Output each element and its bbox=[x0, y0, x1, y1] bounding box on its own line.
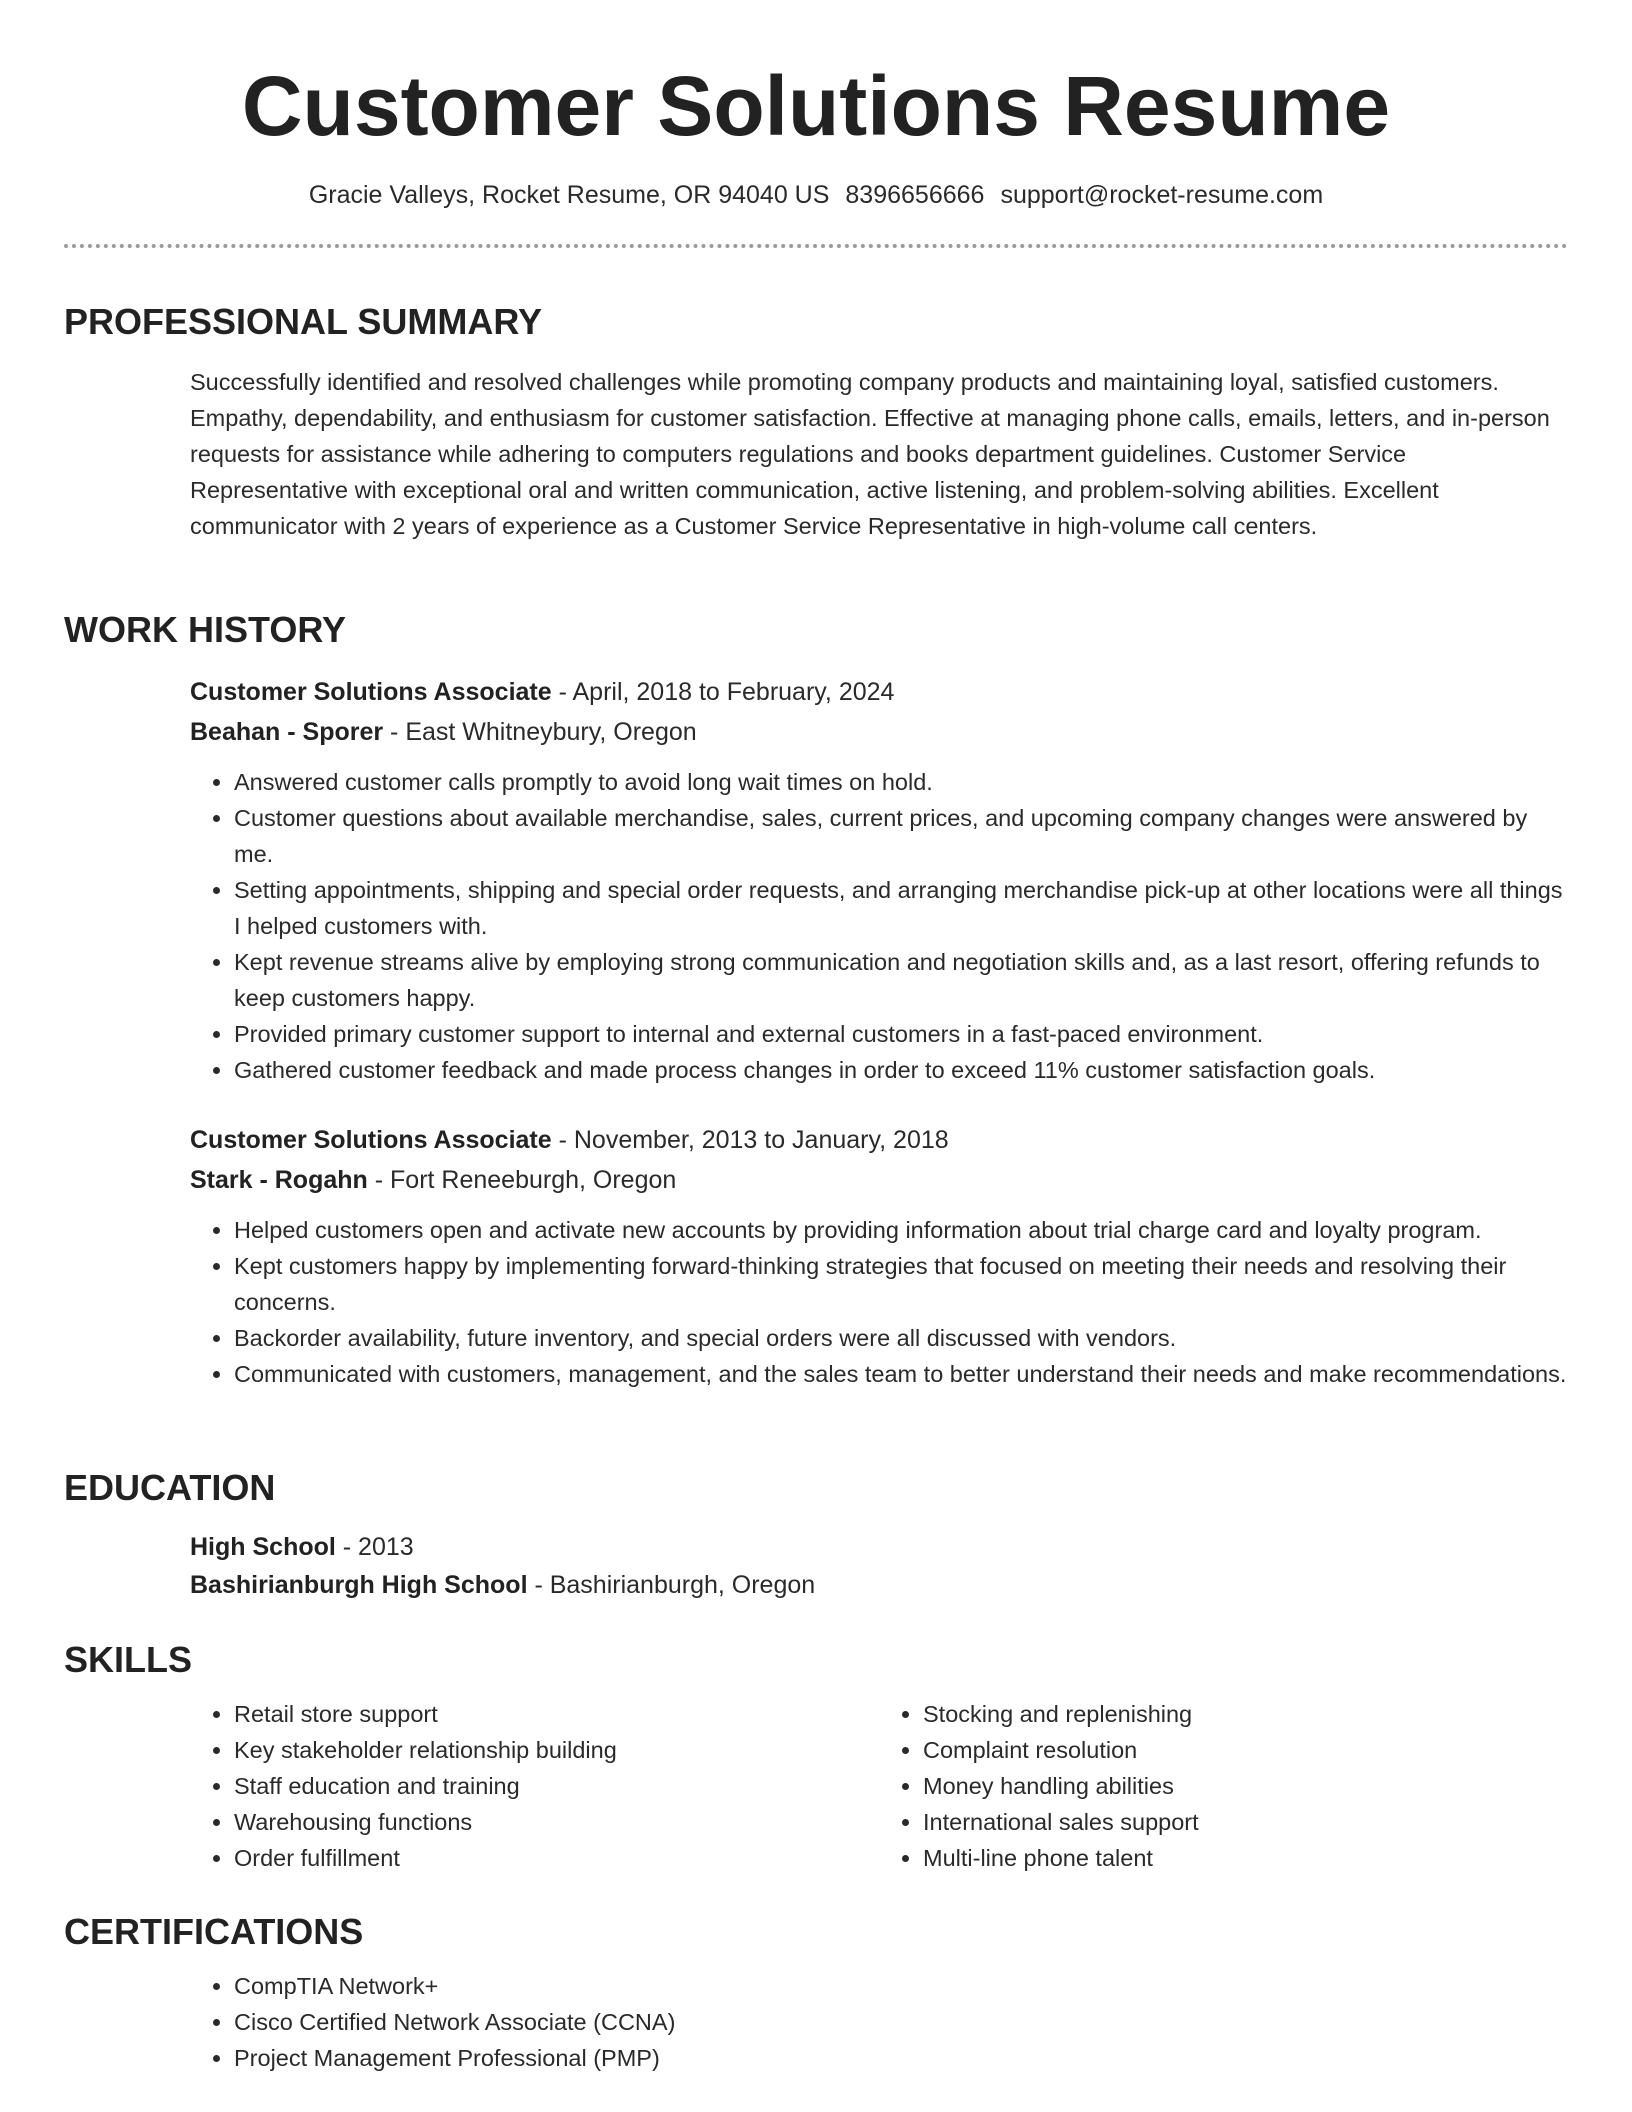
list-item: • Staff education and training bbox=[234, 1768, 879, 1804]
skills-list-left bbox=[190, 1696, 879, 1876]
education-section bbox=[64, 1466, 1568, 1604]
job-role: Customer Solutions Associate bbox=[190, 678, 552, 706]
job-dates: - November, 2013 to January, 2018 bbox=[551, 1126, 949, 1154]
contact-phone: 8396656666 bbox=[845, 181, 985, 209]
list-item: • Setting appointments, shipping and special order requests, and arranging merchandise pick-up at other locations were all things I helped customers with. bbox=[234, 872, 1568, 944]
list-item: • Answered customer calls promptly to avoid long wait times on hold. bbox=[234, 764, 1568, 800]
education-heading: EDUCATION bbox=[64, 1467, 276, 1508]
list-item: • Provided primary customer support to internal and external customers in a fast-paced environment. bbox=[234, 1016, 1568, 1052]
certifications-heading: CERTIFICATIONS bbox=[64, 1911, 364, 1952]
skills-columns bbox=[190, 1696, 1568, 1876]
job-location: - East Whitneybury, Oregon bbox=[383, 718, 697, 746]
list-item: • Cisco Certified Network Associate (CCNA) bbox=[234, 2004, 1568, 2040]
list-item: • Kept customers happy by implementing forward-thinking strategies that focused on meeting their needs and resolving their concerns. bbox=[234, 1248, 1568, 1320]
list-item: • Communicated with customers, management, and the sales team to better understand their needs and make recommendations. bbox=[234, 1356, 1568, 1392]
certifications-section bbox=[64, 1910, 1568, 2076]
job-company-line bbox=[190, 712, 1568, 752]
list-item: • Order fulfillment bbox=[234, 1840, 879, 1876]
resume-title: Customer Solutions Resume bbox=[241, 59, 1391, 153]
work-history-section bbox=[64, 608, 1568, 1392]
list-item: • Complaint resolution bbox=[923, 1732, 1568, 1768]
job-title-line bbox=[190, 672, 1568, 712]
job-entry bbox=[190, 672, 1568, 1088]
resume-header bbox=[64, 58, 1568, 248]
list-item: • Warehousing functions bbox=[234, 1804, 879, 1840]
job-bullets bbox=[190, 1212, 1568, 1392]
job-entry bbox=[190, 1120, 1568, 1392]
degree-line bbox=[190, 1528, 1568, 1566]
job-role: Customer Solutions Associate bbox=[190, 1126, 552, 1154]
list-item: • Gathered customer feedback and made process changes in order to exceed 11% customer satisfaction goals. bbox=[234, 1052, 1568, 1088]
job-location: - Fort Reneeburgh, Oregon bbox=[367, 1166, 677, 1194]
job-company: Stark - Rogahn bbox=[190, 1166, 368, 1194]
skills-section bbox=[64, 1638, 1568, 1876]
skills-heading: SKILLS bbox=[64, 1639, 193, 1680]
list-item: • Project Management Professional (PMP) bbox=[234, 2040, 1568, 2076]
list-item: • CompTIA Network+ bbox=[234, 1968, 1568, 2004]
list-item: • Kept revenue streams alive by employing strong communication and negotiation skills and, as a last resort, offering refunds to keep customers happy. bbox=[234, 944, 1568, 1016]
skills-list-right bbox=[879, 1696, 1568, 1876]
header-divider bbox=[64, 244, 1568, 248]
list-item: • Backorder availability, future inventory, and special orders were all discussed with vendors. bbox=[234, 1320, 1568, 1356]
contact-email[interactable]: support@rocket-resume.com bbox=[1000, 181, 1324, 209]
degree: High School bbox=[190, 1533, 336, 1561]
school-name: Bashirianburgh High School bbox=[190, 1571, 528, 1599]
certifications-list bbox=[190, 1968, 1568, 2076]
contact-address: Gracie Valleys, Rocket Resume, OR 94040 US bbox=[308, 181, 830, 209]
list-item: • Money handling abilities bbox=[923, 1768, 1568, 1804]
list-item: • Stocking and replenishing bbox=[923, 1696, 1568, 1732]
degree-year: - 2013 bbox=[335, 1533, 414, 1561]
resume-page bbox=[64, 0, 1568, 2071]
summary-text: Successfully identified and resolved challenges while promoting company products and maintaining loyal, satisfied customers. Empathy, dependability, and enthusiasm for customer satisfaction. Effective at managing phone calls, emails, letters, and in-person requests for assistance while adhering to computers regulations and books department guidelines. Customer Service Representative with exceptional oral and written communication, active listening, and problem-solving abilities. Excellent communicator with 2 years of experience as a Customer Service Representative in high-volume call centers. bbox=[190, 369, 1550, 539]
job-bullets bbox=[190, 764, 1568, 1088]
list-item: • Helped customers open and activate new accounts by providing information about trial charge card and loyalty program. bbox=[234, 1212, 1568, 1248]
list-item: • Key stakeholder relationship building bbox=[234, 1732, 879, 1768]
contact-line bbox=[64, 178, 1568, 212]
work-history-heading: WORK HISTORY bbox=[64, 609, 347, 650]
job-dates: - April, 2018 to February, 2024 bbox=[551, 678, 895, 706]
education-entry bbox=[190, 1528, 1568, 1604]
school-line bbox=[190, 1566, 1568, 1604]
certifications-body bbox=[190, 1968, 1568, 2076]
job-title-line bbox=[190, 1120, 1568, 1160]
list-item: • Retail store support bbox=[234, 1696, 879, 1732]
summary-section bbox=[64, 300, 1568, 544]
school-location: - Bashirianburgh, Oregon bbox=[527, 1571, 816, 1599]
job-company-line bbox=[190, 1160, 1568, 1200]
list-item: • Multi-line phone talent bbox=[923, 1840, 1568, 1876]
summary-heading: PROFESSIONAL SUMMARY bbox=[64, 301, 543, 342]
job-company: Beahan - Sporer bbox=[190, 718, 384, 746]
list-item: • Customer questions about available merchandise, sales, current prices, and upcoming company changes were answered by me. bbox=[234, 800, 1568, 872]
list-item: • International sales support bbox=[923, 1804, 1568, 1840]
